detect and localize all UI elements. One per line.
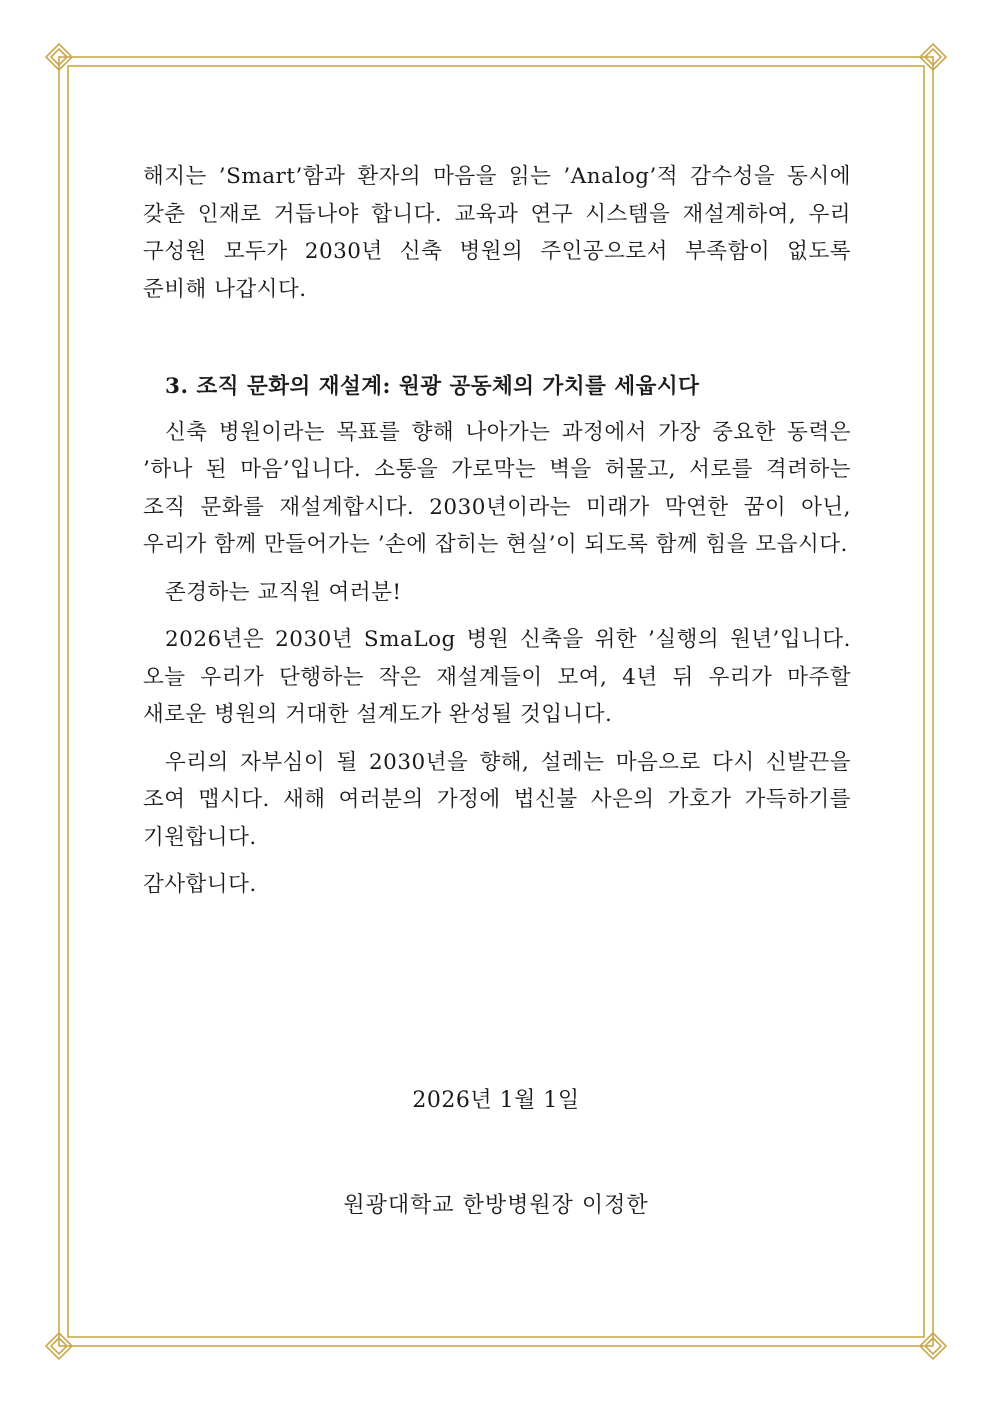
letter-body — [143, 158, 851, 904]
greeting-paragraph: 존경하는 교직원 여러분! — [165, 579, 402, 605]
section-body-paragraph: 신축 병원이라는 목표를 향해 나아가는 과정에서 가장 중요한 동력은 ’하나 된 마음’입니다. 소통을 가로막는 벽을 허물고, 서로를 격려하는 조직 문화를 재설계합시다. 2030년이라는 미래가 막연한 꿈이 아닌, 우리가 함께 만들어가는 ’손에 잡히는 현실’이 되도록 함께 힘을 모읍시다. — [143, 419, 851, 557]
year-plan-paragraph: 2026년은 2030년 SmaLog 병원 신축을 위한 ’실행의 원년’입니다. 오늘 우리가 단행하는 작은 재설계들이 모여, 4년 뒤 우리가 마주할 새로운 병원의 거대한 설계도가 완성될 것입니다. — [143, 627, 851, 727]
closing-wish-paragraph: 우리의 자부심이 될 2030년을 향해, 설레는 마음으로 다시 신발끈을 조여 맵시다. 새해 여러분의 가정에 법신불 사은의 가호가 가득하기를 기원합니다. — [143, 749, 851, 850]
letter-date: 2026년 1월 1일 — [412, 1088, 580, 1113]
section-heading: 3. 조직 문화의 재설계: 원광 공동체의 가치를 세웁시다 — [165, 374, 700, 399]
intro-paragraph: 해지는 ’Smart’함과 환자의 마음을 읽는 ’Analog’적 감수성을 동시에 갖춘 인재로 거듭나야 합니다. 교육과 연구 시스템을 재설계하여, 우리 구성원 모두가 2030년 신축 병원의 주인공으로서 부족함이 없도록 준비해 나갑시다. — [143, 164, 851, 302]
thanks-paragraph: 감사합니다. — [143, 872, 257, 897]
letter-signature: 원광대학교 한방병원장 이정한 — [343, 1193, 649, 1218]
